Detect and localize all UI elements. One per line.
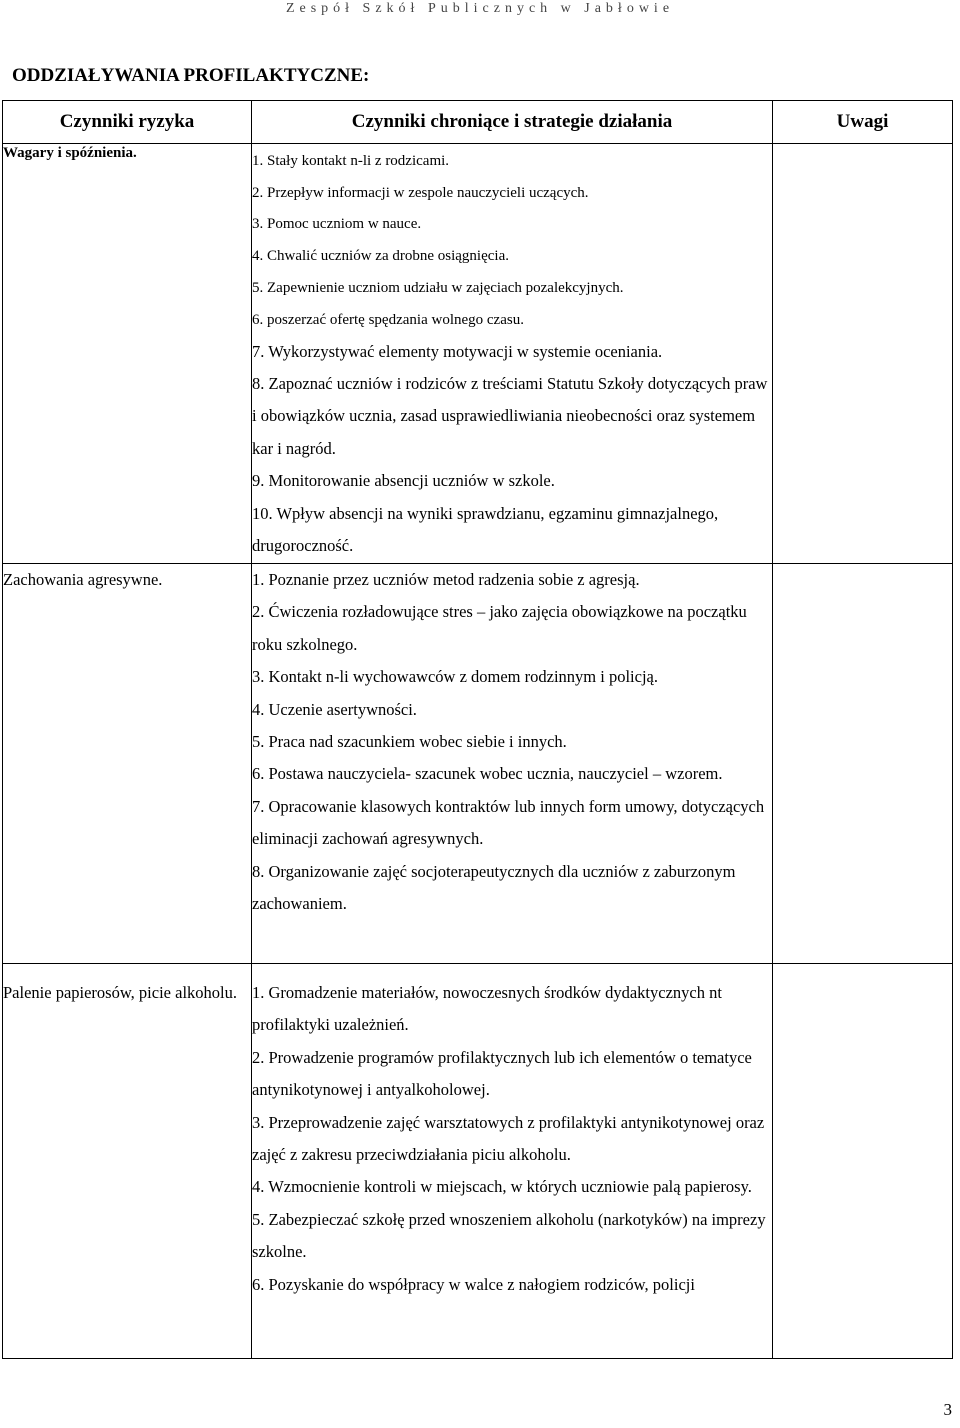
table-row: [3, 564, 953, 964]
risk-factor-cell: [3, 964, 252, 1359]
risk-factor-label: Palenie papierosów, picie alkoholu.: [3, 983, 237, 1002]
risk-factor-cell: [3, 564, 252, 964]
strategy-item: 5. Zapewnienie uczniom udziału w zajęciach pozalekcyjnych.: [252, 279, 624, 296]
strategy-item: 4. Uczenie asertywności.: [252, 699, 417, 719]
strategy-item: 2. Ćwiczenia rozładowujące stres – jako zajęcia obowiązkowe na początku roku szkolnego.: [252, 602, 747, 654]
page-number: 3: [943, 1400, 952, 1419]
notes-cell: [773, 144, 953, 564]
section-title: ODDZIAŁYWANIA PROFILAKTYCZNE:: [12, 65, 370, 86]
column-header-risk-factors: Czynniki ryzyka: [3, 101, 252, 144]
strategy-item: 1. Poznanie przez uczniów metod radzenia sobie z agresją.: [252, 570, 640, 589]
strategy-item: 7. Wykorzystywać elementy motywacji w systemie oceniania.: [252, 342, 663, 362]
strategy-item: 3. Pomoc uczniom w nauce.: [252, 216, 422, 233]
risk-factor-label: Zachowania agresywne.: [3, 570, 163, 589]
notes-cell: [773, 964, 953, 1359]
strategy-item: 6. Pozyskanie do współpracy w walce z nałogiem rodziców, policji: [252, 1274, 695, 1294]
notes-cell: [773, 564, 953, 964]
strategy-list: [252, 977, 772, 1301]
table-row: [3, 964, 953, 1359]
risk-factor-label: Wagary i spóźnienia.: [3, 145, 137, 161]
strategies-cell: [252, 964, 773, 1359]
strategy-list: [252, 564, 772, 920]
strategy-item: 5. Zabezpieczać szkołę przed wnoszeniem alkoholu (narkotyków) na imprezy szkolne.: [252, 1209, 766, 1262]
strategy-item: 1. Stały kontakt n-li z rodzicami.: [252, 153, 450, 169]
risk-factor-cell: [3, 144, 252, 564]
strategies-cell: [252, 564, 773, 964]
strategy-item: 5. Praca nad szacunkiem wobec siebie i innych.: [252, 732, 567, 752]
strategy-item: 3. Przeprowadzenie zajęć warsztatowych z profilaktyki antynikotynowej oraz zajęć z zakresu przeciwdziałania piciu alkoholu.: [252, 1112, 765, 1165]
strategy-item: 6. Postawa nauczyciela- szacunek wobec ucznia, nauczyciel – wzorem.: [252, 764, 723, 784]
strategy-item: 4. Chwalić uczniów za drobne osiągnięcia.: [252, 248, 509, 265]
column-header-strategies: Czynniki chroniące i strategie działania: [252, 101, 773, 144]
table-row: [3, 144, 953, 564]
prevention-table: [2, 100, 953, 1359]
running-header: Zespół Szkół Publicznych w Jabłowie: [285, 1, 675, 16]
strategy-item: 6. poszerzać ofertę spędzania wolnego czasu.: [252, 311, 524, 328]
strategy-item: 8. Zapoznać uczniów i rodziców z treściami Statutu Szkoły dotyczących praw i obowiązków ucznia, zasad usprawiedliwiania nieobecności oraz systemem kar i nagród.: [252, 373, 768, 458]
strategy-item: 8. Organizowanie zajęć socjoterapeutycznych dla uczniów z zaburzonym zachowaniem.: [252, 861, 736, 914]
strategy-item: 9. Monitorowanie absencji uczniów w szkole.: [252, 471, 555, 491]
strategy-item: 3. Kontakt n-li wychowawców z domem rodzinnym i policją.: [252, 667, 658, 687]
table-header-row: [3, 101, 953, 144]
strategy-item: 7. Opracowanie klasowych kontraktów lub innych form umowy, dotyczących eliminacji zachowań agresywnych.: [252, 796, 765, 849]
strategy-list: [252, 146, 772, 562]
strategy-item: 10. Wpływ absencji na wyniki sprawdzianu, egzaminu gimnazjalnego, drugoroczność.: [252, 503, 719, 555]
strategy-item: 1. Gromadzenie materiałów, nowoczesnych środków dydaktycznych nt profilaktyki uzależnień.: [252, 983, 722, 1035]
column-header-notes: Uwagi: [773, 101, 953, 144]
strategy-item: 4. Wzmocnienie kontroli w miejscach, w których uczniowie palą papierosy.: [252, 1177, 752, 1197]
strategy-item: 2. Prowadzenie programów profilaktycznych lub ich elementów o tematyce antynikotynowej i antyalkoholowej.: [252, 1047, 752, 1100]
strategies-cell: [252, 144, 773, 564]
strategy-item: 2. Przepływ informacji w zespole nauczycieli uczących.: [252, 184, 589, 201]
